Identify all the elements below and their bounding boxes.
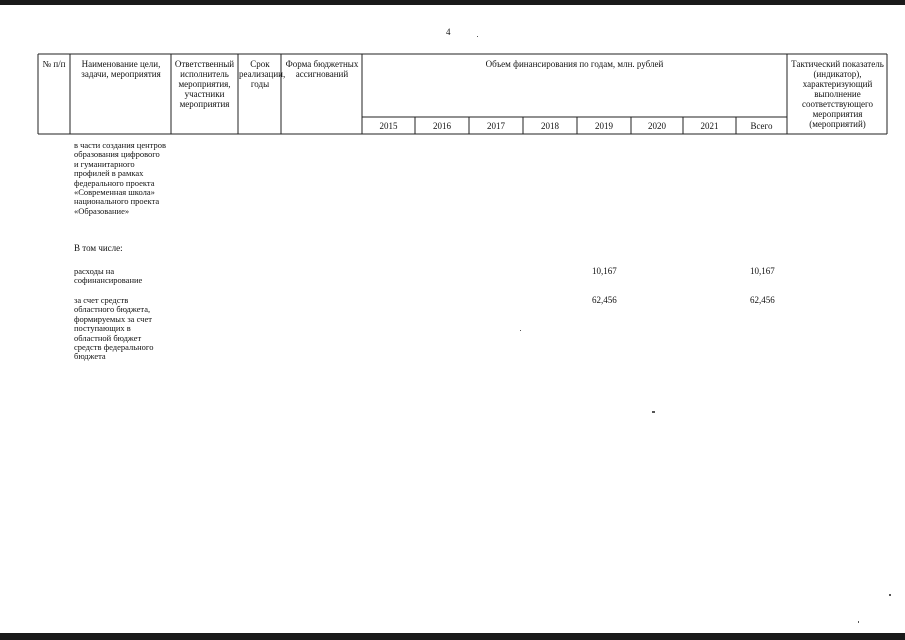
scan-speck (858, 621, 859, 623)
year-total: Всего (750, 121, 773, 131)
scan-speck (477, 36, 478, 37)
header-budget-form: Форма бюджетных ассигнований (285, 59, 359, 79)
row-regional-budget-label: за счет средств областного бюджета, формируемых за счет поступающих в областной бюджет средств федерального бюджета (74, 295, 154, 362)
year-2020: 2020 (648, 121, 666, 131)
header-term: Срок реализации, годы (239, 59, 286, 89)
row-cofinancing-total: 10,167 (750, 266, 775, 276)
scan-speck (889, 594, 891, 596)
year-2015: 2015 (379, 121, 398, 131)
scan-speck (520, 330, 521, 331)
header-indicator: Тактический показатель (индикатор), характеризующий выполнение соответствующего мероприятия (мероприятий) (791, 59, 884, 129)
including-label: В том числе: (74, 243, 123, 253)
header-funding: Объем финансирования по годам, млн. рублей (485, 59, 664, 69)
header-number: № п/п (42, 59, 66, 69)
intro-text: в части создания центров образования цифрового и гуманитарного профилей в рамках федерального проекта «Современная школа» национального проекта «Образование» (74, 140, 167, 216)
scan-speck (652, 411, 655, 413)
year-2019: 2019 (595, 121, 613, 131)
year-2017: 2017 (487, 121, 505, 131)
header-name: Наименование цели, задачи, мероприятия (81, 59, 161, 79)
page-number: 4 (446, 27, 451, 37)
row-regional-budget-2019: 62,456 (592, 295, 617, 305)
row-cofinancing-label: расходы на софинансирование (74, 266, 143, 286)
row-regional-budget-total: 62,456 (750, 295, 775, 305)
header-responsible: Ответственный исполнитель мероприятия, участники мероприятия (174, 59, 235, 109)
year-2018: 2018 (541, 121, 559, 131)
row-cofinancing-2019: 10,167 (592, 266, 617, 276)
year-2021: 2021 (700, 121, 719, 131)
year-2016: 2016 (433, 121, 451, 131)
